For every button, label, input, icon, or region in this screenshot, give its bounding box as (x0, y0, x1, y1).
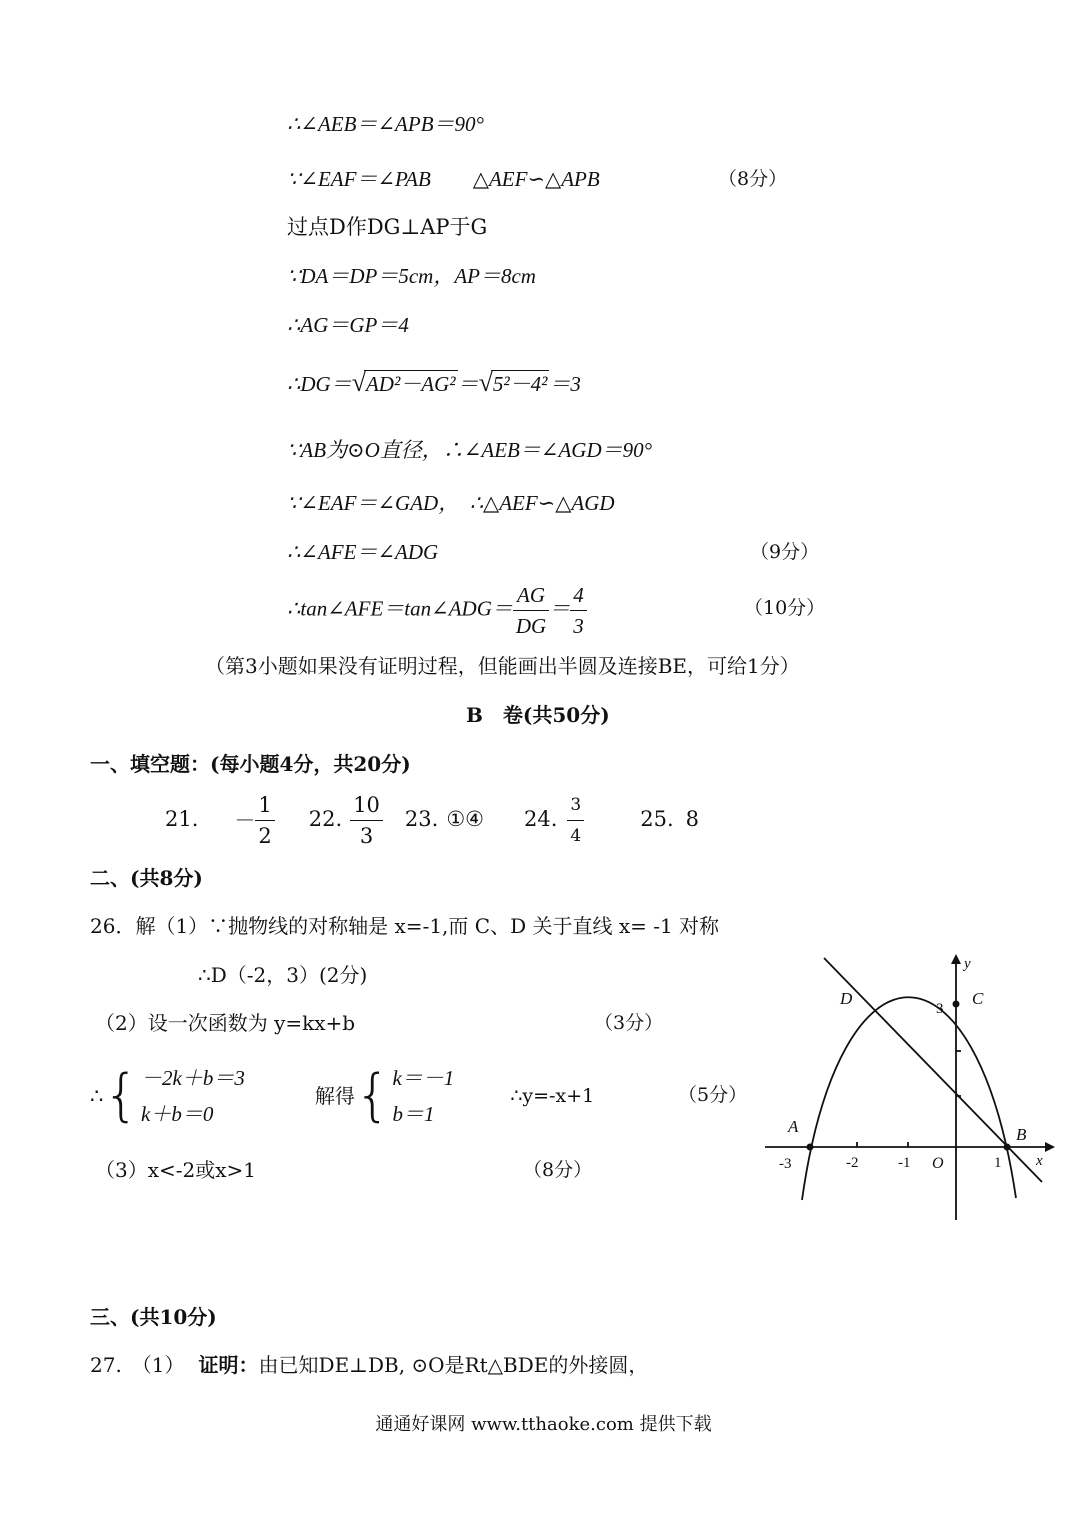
sqrt-radicand-2: 5²－4² (492, 372, 548, 396)
frac-num: 10 (353, 793, 380, 817)
sqrt-radicand-1: AD²－AG² (365, 372, 456, 396)
dg-mid: ＝ (457, 372, 479, 396)
label-a: A (788, 1117, 799, 1136)
point-c (953, 1001, 960, 1008)
tick-label-neg3: -3 (779, 1156, 792, 1172)
answer-23-label: 23. (404, 807, 439, 831)
label-x: x (1036, 1153, 1043, 1169)
frac-den: 4 (567, 820, 584, 851)
q27-number: 27. （1） (90, 1353, 185, 1377)
frac-num: AG (517, 583, 546, 607)
proof-line-3: 过点D作DG⊥AP于G (287, 215, 488, 239)
q27-text: 由已知DE⊥DB, ⊙O是Rt△BDE的外接圆， (258, 1353, 649, 1377)
proof-line-4: ∵DA＝DP＝5cm，AP＝8cm (287, 264, 536, 288)
tick-label-neg1: -1 (898, 1155, 911, 1171)
proof-line-2: ∵∠EAF＝∠PAB △AEF∽△APB (287, 167, 600, 191)
score-8: （8分） (718, 168, 788, 190)
label-d: D (840, 989, 853, 1008)
answer-22-label: 22. (308, 807, 343, 831)
frac-den: 3 (570, 610, 587, 641)
frac-den: 2 (255, 820, 274, 851)
answer-21-label: 21. (165, 807, 199, 831)
answer-21-sign: － (234, 808, 256, 833)
q27-proof-label: 证明： (198, 1353, 259, 1377)
system-2-eq1: k＝－1 (392, 1066, 455, 1090)
label-c: C (972, 989, 984, 1008)
grading-note: （第3小题如果没有证明过程，但能画出半圆及连接BE，可给1分） (205, 654, 800, 678)
fraction-4-3 (570, 580, 587, 641)
equation-systems (90, 1060, 594, 1132)
part1-heading: 一、填空题：(每小题4分，共20分) (90, 752, 411, 776)
system-1 (141, 1060, 245, 1132)
q27-line1 (90, 1352, 648, 1378)
q26-line5: （3）x<-2或x>1 (95, 1158, 257, 1182)
tan-mid: ＝ (549, 596, 571, 621)
label-b: B (1016, 1125, 1027, 1144)
part3-heading: 三、(共10分) (90, 1305, 217, 1329)
label-y: y (964, 956, 971, 972)
result-line: ∴y=-x+1 (510, 1085, 595, 1107)
brace-icon: { (103, 1063, 140, 1128)
q26-line3: （2）设一次函数为 y=kx+b (95, 1011, 356, 1035)
frac-num: 4 (573, 583, 584, 607)
q26-line1: 26．解（1）∵抛物线的对称轴是 x=-1,而 C、D 关于直线 x= -1 对称 (90, 914, 720, 938)
q26-line2: ∴D（-2，3）(2分) (198, 963, 368, 987)
score-8b: （8分） (523, 1159, 593, 1181)
score-9: （9分） (750, 541, 820, 563)
tick-label-neg2: -2 (846, 1155, 859, 1171)
brace-icon: { (354, 1063, 391, 1128)
tick-label-1: 1 (994, 1155, 1002, 1171)
answer-24-value (567, 790, 584, 851)
proof-line-6 (287, 370, 581, 397)
proof-line-5: ∴AG＝GP＝4 (287, 313, 409, 337)
answer-25-label: 25. (640, 807, 674, 831)
frac-den: DG (513, 610, 549, 641)
answer-25-value: 8 (685, 807, 699, 831)
answer-23-value: ①④ (446, 807, 484, 831)
dg-lead: ∴DG＝ (287, 372, 352, 396)
solve-label: 解得 (314, 1084, 355, 1108)
score-10: （10分） (744, 597, 826, 619)
tick-label-y3: 3 (936, 1001, 944, 1017)
point-a (807, 1144, 814, 1151)
proof-line-1: ∴∠AEB＝∠APB＝90° (287, 112, 484, 136)
tan-lead: ∴tan∠AFE＝tan∠ADG＝ (287, 596, 513, 621)
answers-row (165, 790, 699, 851)
answer-22-value (350, 790, 383, 851)
sqrt-symbol: √ (351, 368, 366, 397)
fraction-ag-dg (513, 580, 549, 641)
system-2 (392, 1060, 454, 1132)
proof-line-10 (287, 580, 587, 641)
parabola-line-graph (760, 950, 1060, 1230)
page-footer: 通通好课网 www.tthaoke.com 提供下载 (375, 1414, 712, 1435)
point-b (1004, 1144, 1011, 1151)
y-axis-arrow-icon (951, 954, 961, 964)
frac-num: 1 (258, 793, 272, 817)
section-b-title: B 卷(共50分) (466, 703, 610, 727)
score-3: （3分） (594, 1012, 664, 1034)
therefore-symbol: ∴ (90, 1084, 104, 1108)
score-5: （5分） (678, 1084, 748, 1106)
proof-line-8: ∵∠EAF＝∠GAD， ∴△AEF∽△AGD (287, 491, 615, 515)
frac-den: 3 (350, 820, 383, 851)
dg-tail: ＝3 (549, 372, 581, 396)
part2-heading: 二、(共8分) (90, 866, 203, 890)
label-origin: O (932, 1155, 944, 1172)
answer-24-label: 24. (523, 807, 558, 831)
system-1-eq2: k＋b＝0 (141, 1102, 214, 1126)
frac-num: 3 (570, 795, 582, 815)
system-2-eq2: b＝1 (392, 1102, 435, 1126)
proof-line-7: ∵AB为⊙O直径，∴∠AEB＝∠AGD＝90° (287, 438, 653, 462)
proof-line-9: ∴∠AFE＝∠ADG (287, 540, 439, 564)
sqrt-symbol: √ (478, 368, 493, 397)
system-1-eq1: －2k＋b＝3 (141, 1066, 245, 1090)
x-axis-arrow-icon (1045, 1142, 1055, 1152)
answer-21-value (255, 790, 274, 851)
